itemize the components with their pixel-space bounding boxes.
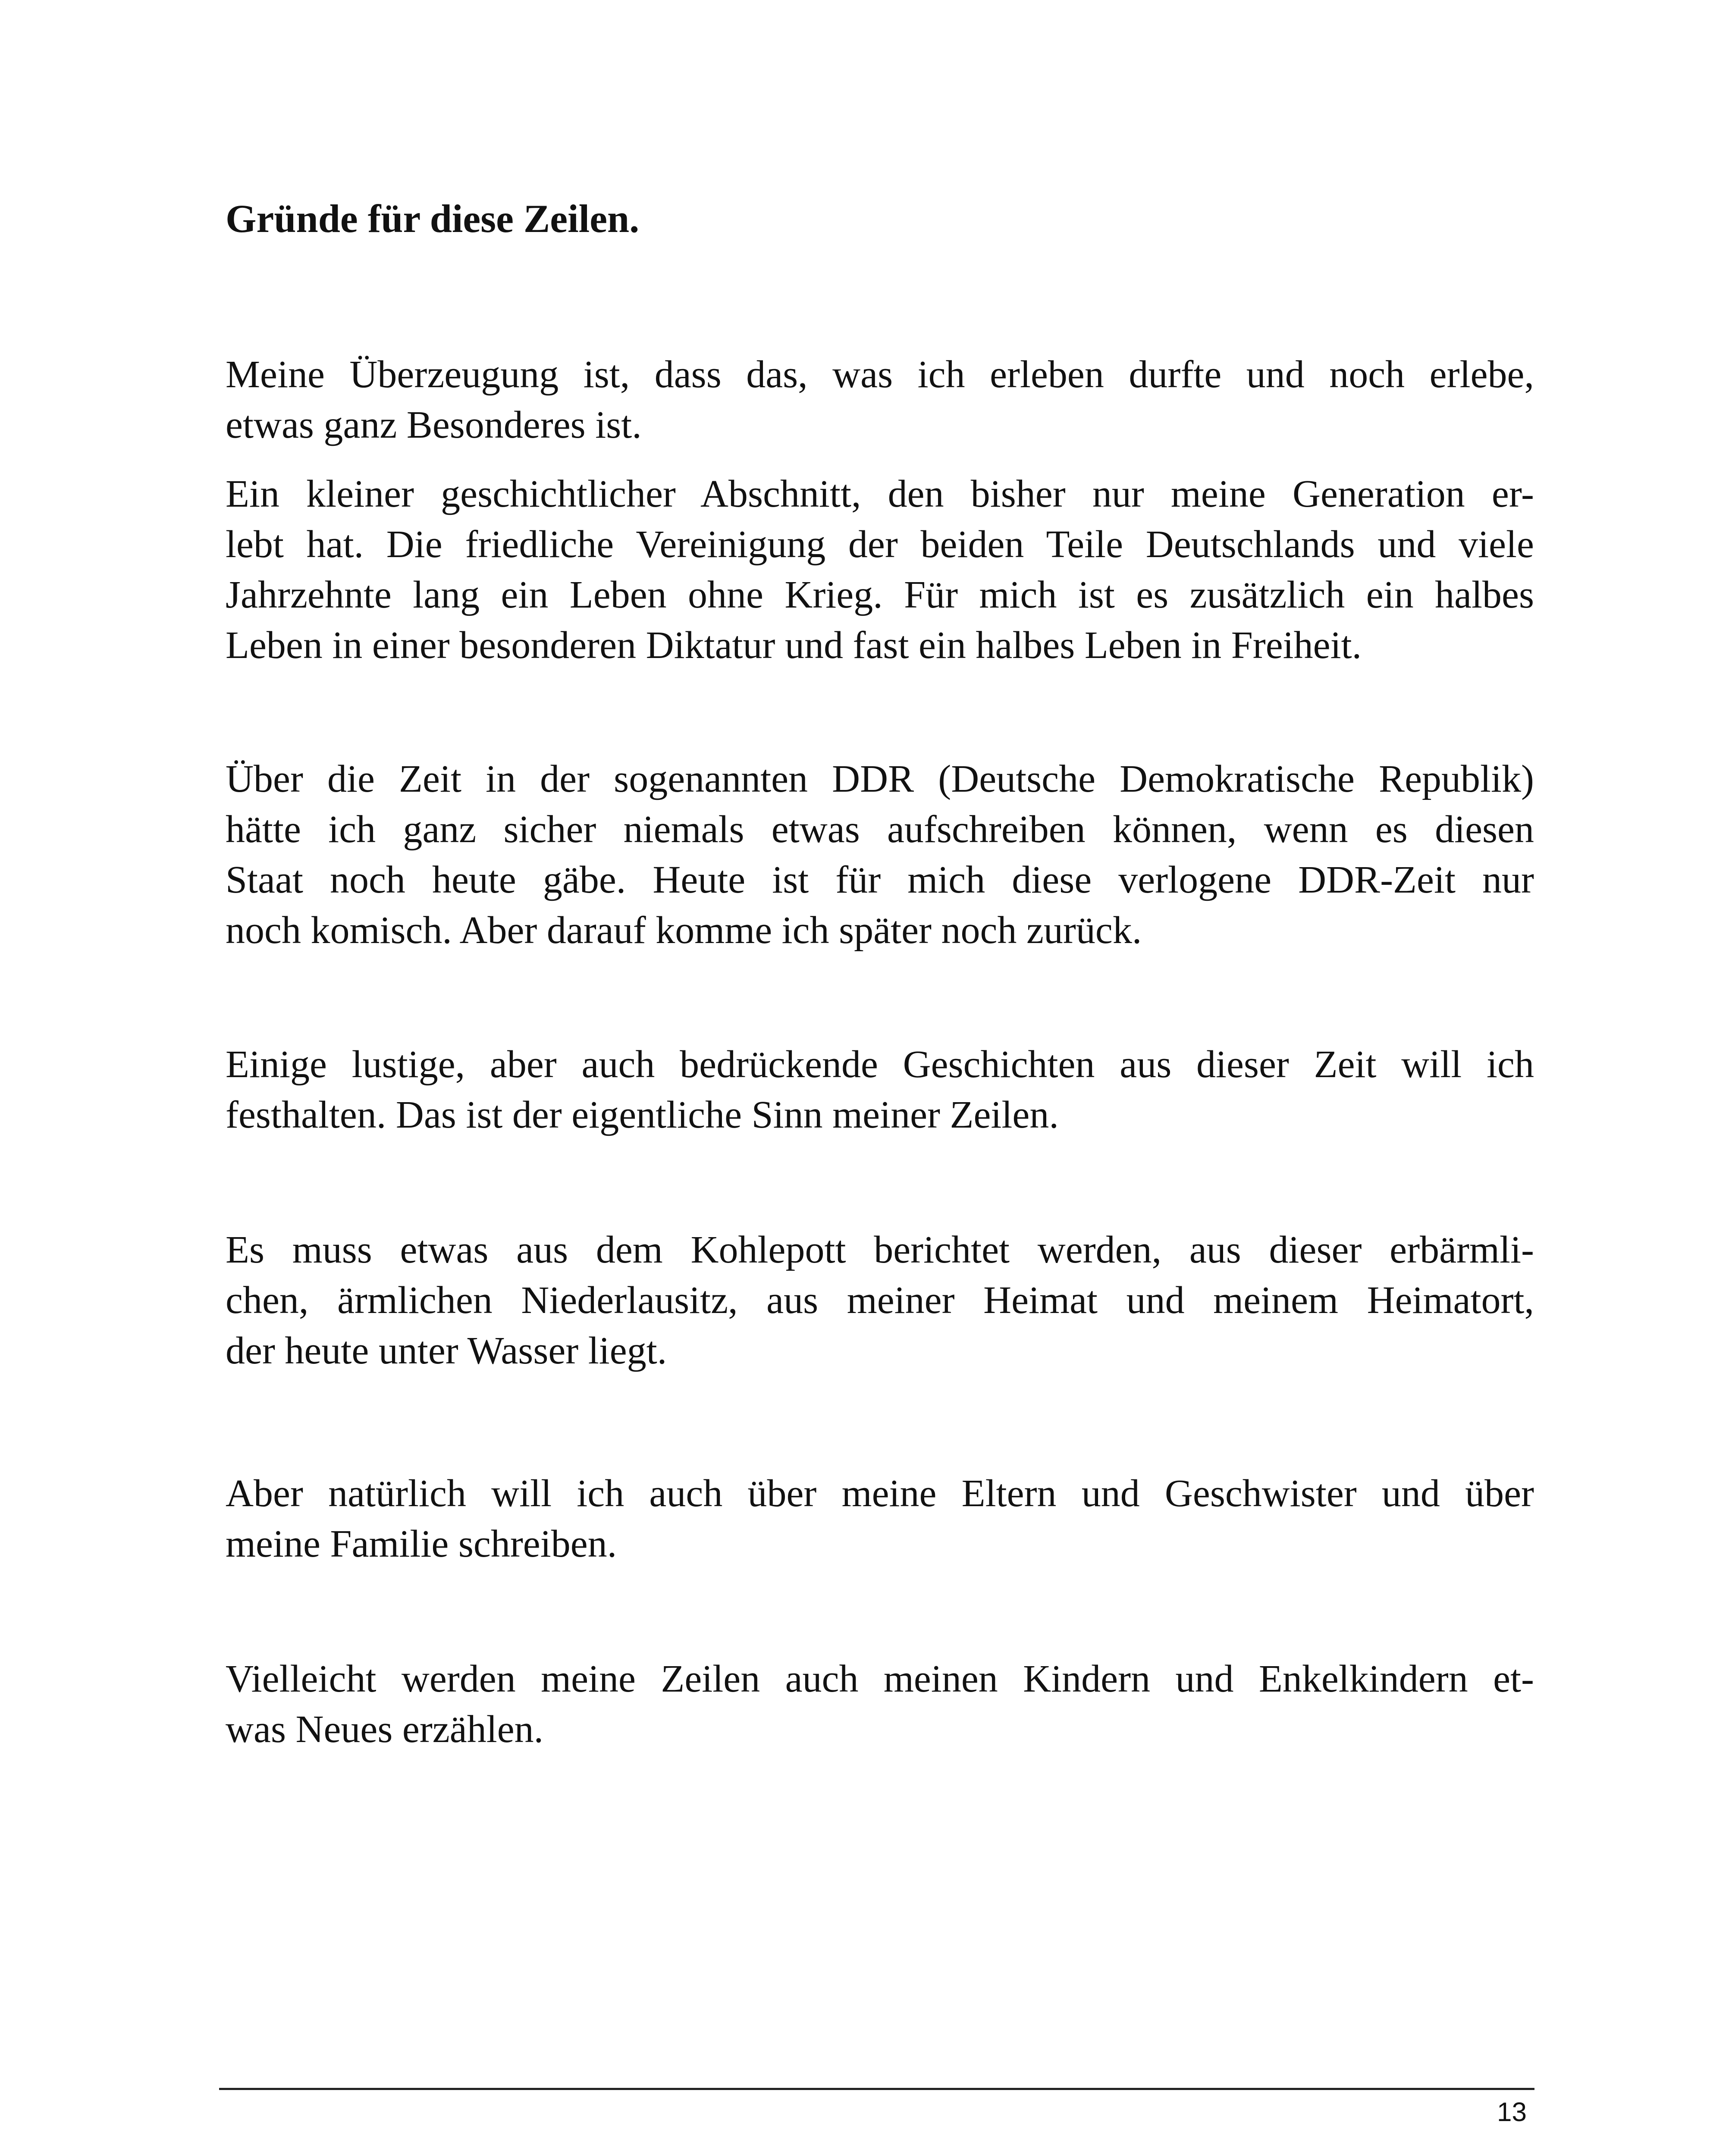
text-line: festhalten. Das ist der eigentliche Sinn meiner Zeilen. xyxy=(226,1094,1059,1136)
page-number: 13 xyxy=(1497,2097,1527,2127)
text-line: Über die Zeit in der sogenannten DDR (Deutsche Demokratische Republik) xyxy=(226,758,1534,800)
page-heading: Gründe für diese Zeilen. xyxy=(226,197,640,241)
text-line: chen, ärmlichen Niederlausitz, aus meiner Heimat und meinem Heimatort, xyxy=(226,1279,1534,1322)
text-line: Einige lustige, aber auch bedrückende Geschichten aus dieser Zeit will ich xyxy=(226,1043,1534,1086)
text-line: meine Familie schreiben. xyxy=(226,1523,617,1565)
paragraph-3 xyxy=(226,754,1534,956)
text-line: Aber natürlich will ich auch über meine Eltern und Geschwister und über xyxy=(226,1472,1534,1515)
text-line: etwas ganz Besonderes ist. xyxy=(226,404,642,446)
text-line: der heute unter Wasser liegt. xyxy=(226,1329,667,1372)
text-line: Vielleicht werden meine Zeilen auch meinen Kindern und Enkelkindern et- xyxy=(226,1658,1534,1700)
paragraph-5 xyxy=(226,1225,1534,1376)
text-line: Ein kleiner geschichtlicher Abschnitt, den bisher nur meine Generation er- xyxy=(226,473,1534,515)
text-line: Staat noch heute gäbe. Heute ist für mich diese verlogene DDR-Zeit nur xyxy=(226,859,1534,901)
paragraph-7 xyxy=(226,1654,1534,1755)
paragraph-1 xyxy=(226,349,1534,450)
paragraph-2 xyxy=(226,469,1534,671)
paragraph-4 xyxy=(226,1039,1534,1140)
text-line: Es muss etwas aus dem Kohlepott berichtet werden, aus dieser erbärmli- xyxy=(226,1228,1534,1271)
text-line: was Neues erzählen. xyxy=(226,1708,544,1751)
text-line: Jahrzehnte lang ein Leben ohne Krieg. Für mich ist es zusätzlich ein halbes xyxy=(226,573,1534,616)
text-line: lebt hat. Die friedliche Vereinigung der beiden Teile Deutschlands und viele xyxy=(226,523,1534,566)
text-line: Leben in einer besonderen Diktatur und fast ein halbes Leben in Freiheit. xyxy=(226,624,1362,667)
text-line: noch komisch. Aber darauf komme ich später noch zurück. xyxy=(226,909,1142,952)
text-line: Meine Überzeugung ist, dass das, was ich erleben durfte und noch erlebe, xyxy=(226,353,1534,396)
footer-rule xyxy=(219,2088,1534,2090)
text-line: hätte ich ganz sicher niemals etwas aufschreiben können, wenn es diesen xyxy=(226,808,1534,851)
paragraph-6 xyxy=(226,1468,1534,1569)
